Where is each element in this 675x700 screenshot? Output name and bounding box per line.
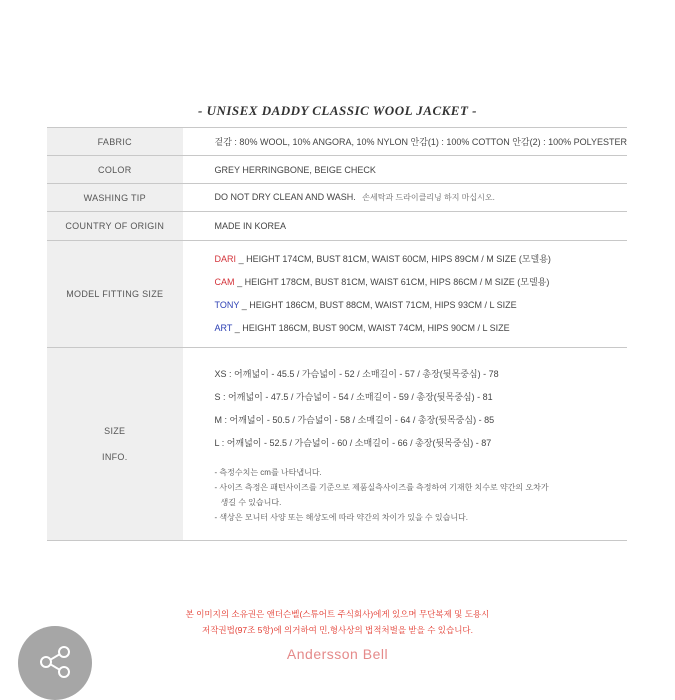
model-row	[47, 241, 627, 348]
model-spec: _ HEIGHT 186CM, BUST 88CM, WAIST 71CM, HIPS 93CM / L SIZE	[241, 300, 517, 310]
fabric-label: FABRIC	[47, 128, 183, 156]
size-label-2: INFO.	[102, 452, 128, 462]
origin-row	[47, 212, 627, 241]
model-name: CAM	[214, 277, 235, 287]
origin-value: MADE IN KOREA	[183, 212, 627, 241]
size-line-m: M : 어깨넓이 - 50.5 / 가슴넓이 - 58 / 소매길이 - 64 / 총장(뒷목중심) - 85	[214, 415, 495, 425]
model-list	[183, 241, 627, 348]
washing-note: 손세탁과 드라이클리닝 하지 마십시오.	[362, 193, 495, 202]
washing-value	[183, 184, 627, 212]
washing-text: DO NOT DRY CLEAN AND WASH.	[214, 192, 356, 202]
color-label: COLOR	[47, 156, 183, 184]
model-item-tony	[215, 294, 627, 317]
size-info	[183, 348, 627, 541]
model-name: ART	[214, 323, 233, 333]
model-spec: _ HEIGHT 174CM, BUST 81CM, WAIST 60CM, HIPS 89CM / M SIZE (모델용)	[238, 254, 551, 264]
washing-row	[47, 184, 627, 212]
share-icon	[36, 642, 76, 682]
brand-logo: Andersson Bell	[286, 646, 389, 662]
origin-label: COUNTRY OF ORIGIN	[47, 212, 183, 241]
copyright-line: 본 이미지의 소유권은 앤더슨벨(스튜어트 주식회사)에게 있으며 무단복제 및 도용시	[185, 609, 490, 619]
color-row	[47, 156, 627, 184]
size-line-l: L : 어깨넓이 - 52.5 / 가슴넓이 - 60 / 소매길이 - 66 / 총장(뒷목중심) - 87	[214, 438, 492, 448]
fabric-row	[47, 128, 627, 156]
size-note: - 사이즈 측정은 패턴사이즈를 기준으로 제품실측사이즈를 측정하여 기재한 치수로 약간의 오차가	[214, 483, 549, 492]
size-line-xs: XS : 어깨넓이 - 45.5 / 가슴넓이 - 52 / 소매길이 - 57 / 총장(뒷목중심) - 78	[214, 369, 499, 379]
size-label	[47, 348, 183, 541]
product-title: - UNISEX DADDY CLASSIC WOOL JACKET -	[197, 103, 477, 118]
spec-table	[47, 127, 627, 541]
model-item-dari	[215, 248, 627, 271]
size-note: - 색상은 모니터 사양 또는 해상도에 따라 약간의 차이가 있을 수 있습니다.	[214, 513, 468, 522]
washing-label: WASHING TIP	[47, 184, 183, 212]
copyright-line: 저작권법(97조 5항)에 의거하여 민,형사상의 법적처벌을 받을 수 있습니다.	[201, 625, 473, 635]
model-label: MODEL FITTING SIZE	[47, 241, 183, 348]
model-spec: _ HEIGHT 178CM, BUST 81CM, WAIST 61CM, HIPS 86CM / M SIZE (모델용)	[237, 277, 550, 287]
model-item-art	[215, 317, 627, 340]
model-name: DARI	[214, 254, 237, 264]
size-row	[47, 348, 627, 541]
model-name: TONY	[214, 300, 240, 310]
size-label-1: SIZE	[104, 426, 126, 436]
fabric-value: 겉감 : 80% WOOL, 10% ANGORA, 10% NYLON 안감(1) : 100% COTTON 안감(2) : 100% POLYESTER	[183, 128, 627, 156]
share-button[interactable]	[18, 626, 92, 700]
color-value: GREY HERRINGBONE, BEIGE CHECK	[183, 156, 627, 184]
copyright-notice	[0, 606, 675, 638]
model-spec: _ HEIGHT 186CM, BUST 90CM, WAIST 74CM, HIPS 90CM / L SIZE	[234, 323, 510, 333]
size-note: - 측정수치는 cm를 나타냅니다.	[214, 468, 322, 477]
model-item-cam	[215, 271, 627, 294]
size-note: 생길 수 있습니다.	[220, 498, 282, 507]
size-line-s: S : 어깨넓이 - 47.5 / 가슴넓이 - 54 / 소매길이 - 59 / 총장(뒷목중심) - 81	[214, 392, 493, 402]
